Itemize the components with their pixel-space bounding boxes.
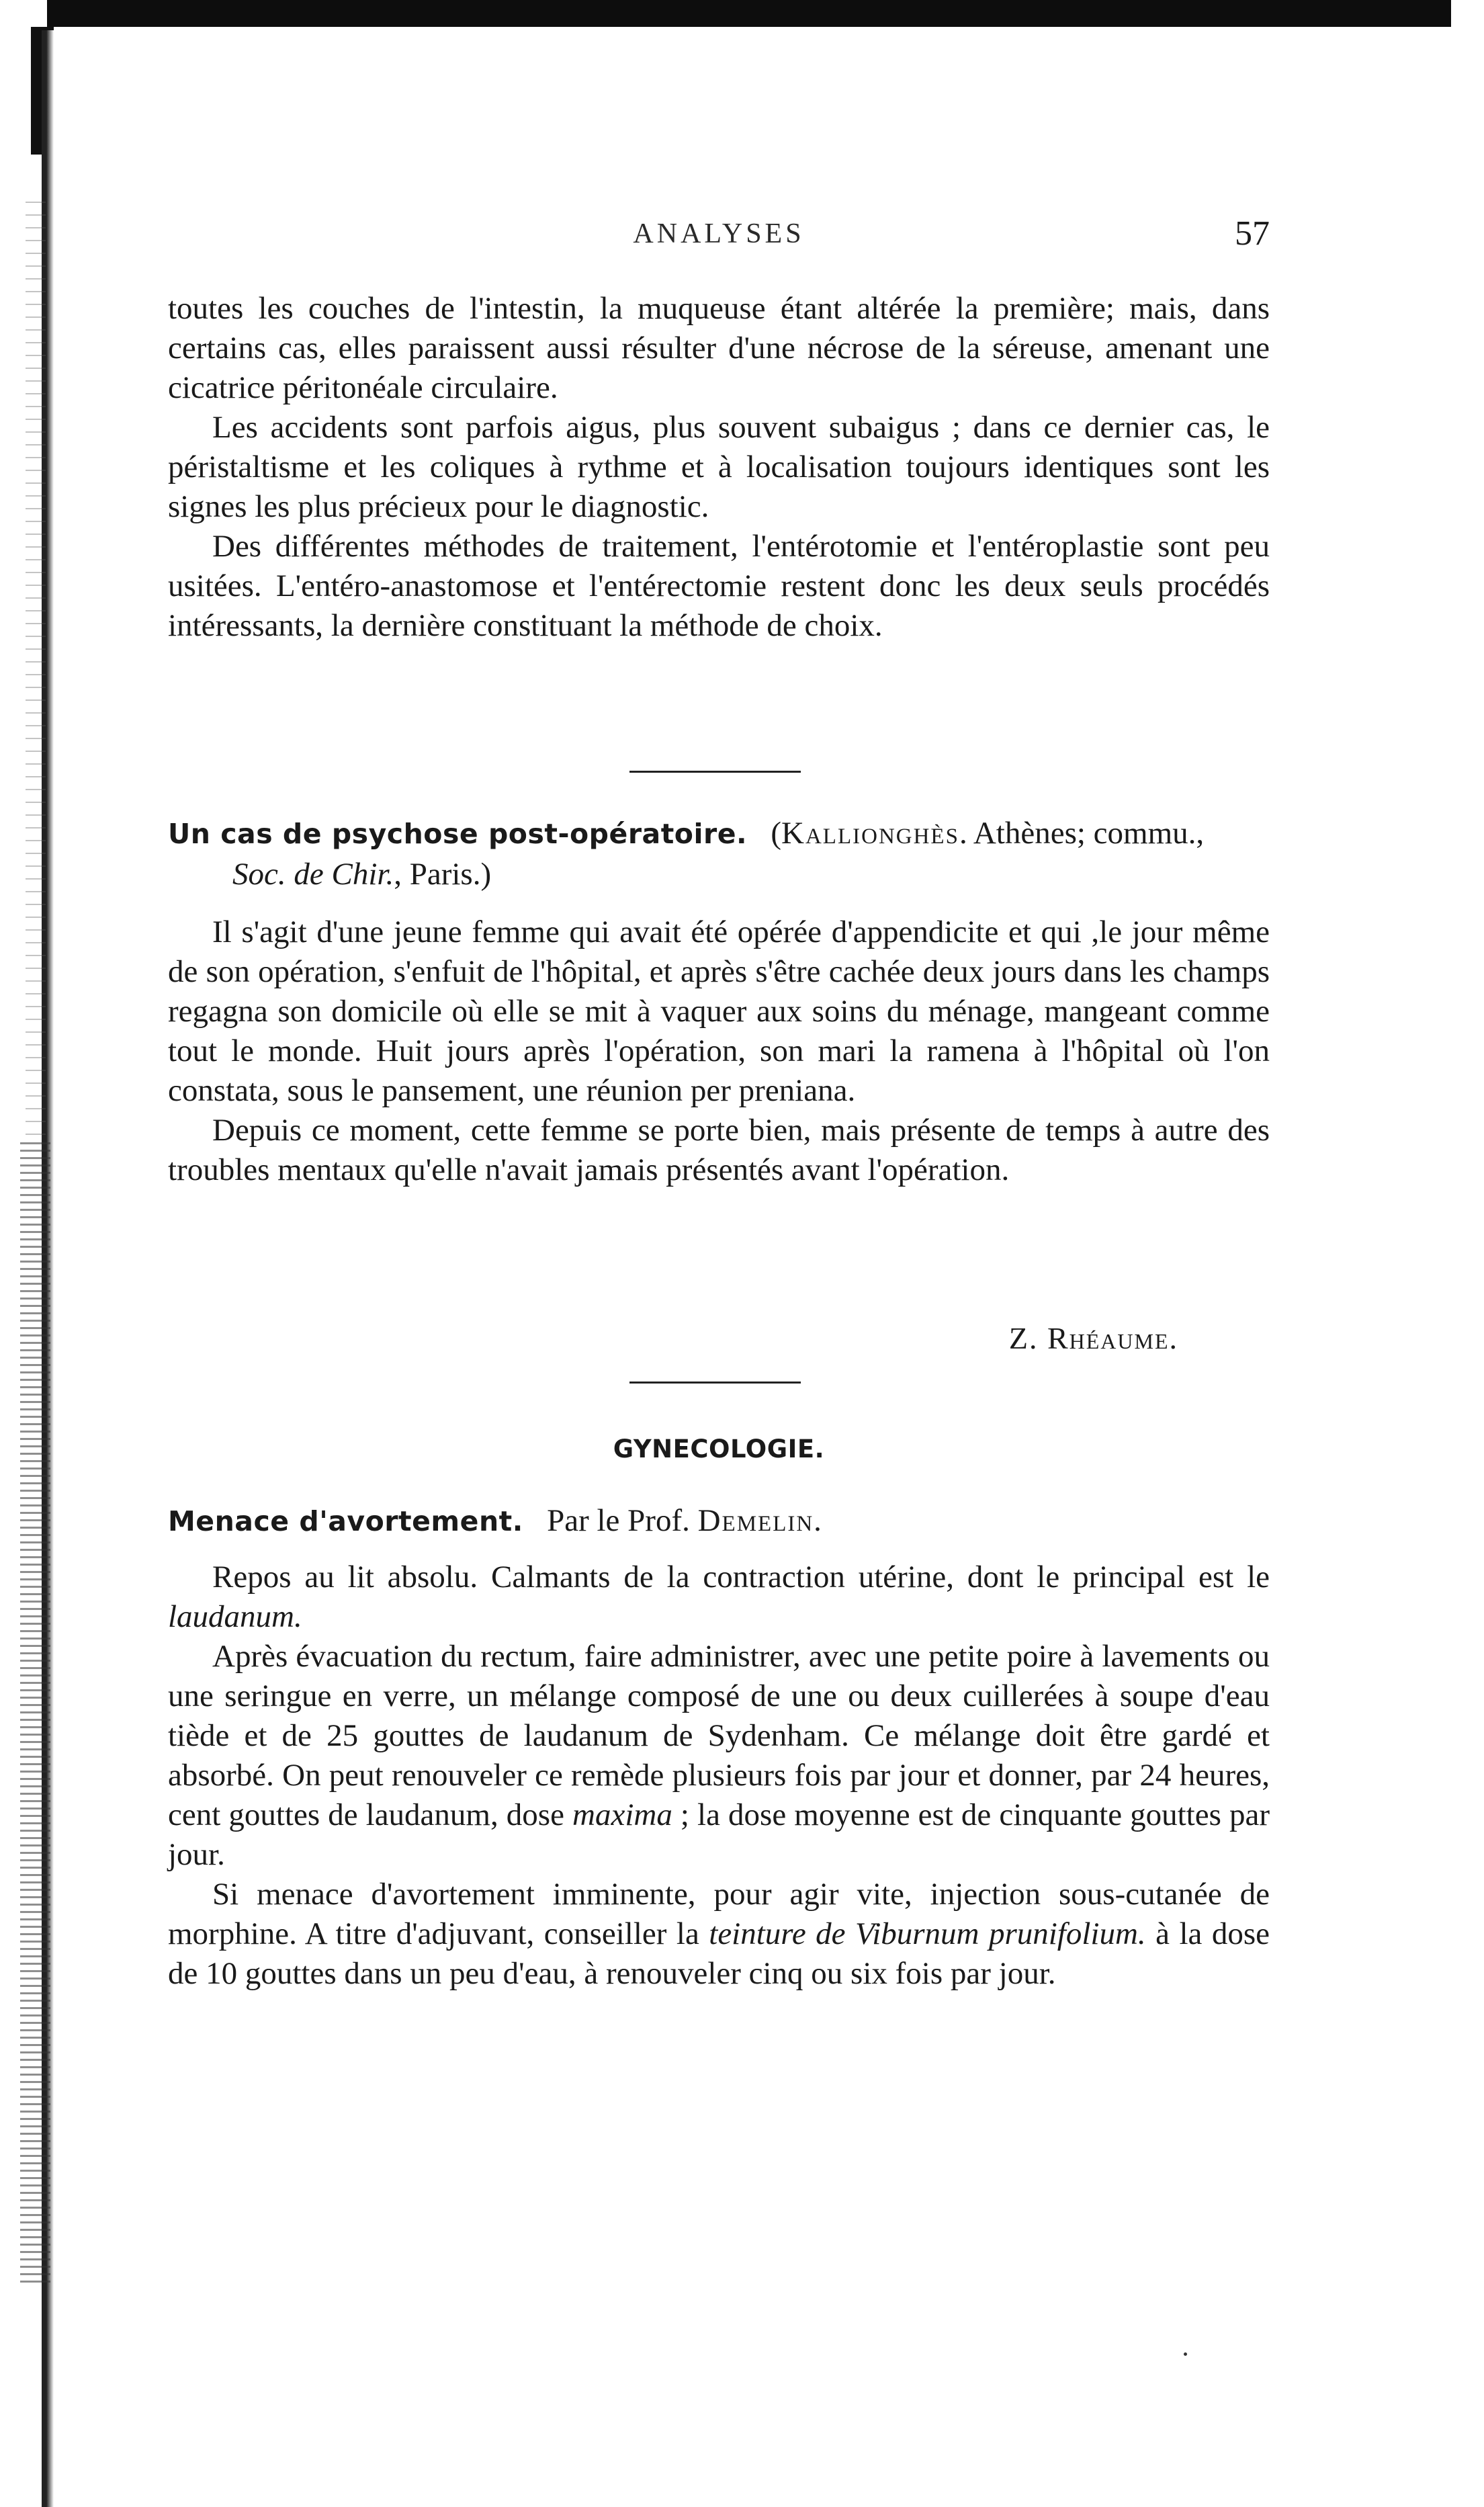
article-body xyxy=(168,1558,1270,1994)
paragraph: Des différentes méthodes de traitement, l'entérotomie et l'entéroplastie sont peu usitées. L'entéro-anastomose et l'entérectomie restent donc les deux seuls procédés intéressants, la dernière constituant la méthode de choix. xyxy=(168,529,1270,643)
text-run: ; la dose moyenne est de cinquante gouttes par jour. xyxy=(168,1797,1270,1872)
scan-noise xyxy=(20,1142,50,2285)
article-heading xyxy=(168,1500,1270,1541)
italic-term: maxima xyxy=(572,1797,672,1832)
text-run: Repos au lit absolu. Calmants de la contraction utérine, dont le principal est le xyxy=(212,1560,1270,1595)
article-heading xyxy=(168,813,1270,894)
article-continuation xyxy=(168,289,1270,646)
running-head xyxy=(168,214,1270,254)
section-divider xyxy=(629,1382,801,1384)
scan-top-edge xyxy=(47,0,1451,27)
paragraph xyxy=(168,1558,1270,1637)
section-divider xyxy=(629,771,801,773)
ref-paren: ( xyxy=(771,816,782,851)
signature: Z. Rhéaume. xyxy=(1008,1321,1178,1355)
page-number: 57 xyxy=(1235,214,1270,253)
article-body xyxy=(168,912,1270,1190)
byline: Par le Prof. xyxy=(547,1503,690,1538)
paragraph xyxy=(168,1637,1270,1875)
paragraph: toutes les couches de l'intestin, la muqueuse étant altérée la première; mais, dans certains cas, elles paraissent aussi résulter d'une nécrose de la séreuse, amenant une cicatrice péritonéale circulaire. xyxy=(168,291,1270,405)
running-title: ANALYSES xyxy=(633,218,805,249)
article-title: Menace d'avortement. xyxy=(168,1505,523,1537)
section-title: GYNECOLOGIE. xyxy=(613,1435,825,1463)
scan-dot xyxy=(1184,2352,1187,2356)
ref-end: , Paris.) xyxy=(394,857,492,892)
article-author: Demelin. xyxy=(697,1503,823,1538)
ref-line xyxy=(168,854,1270,894)
ref-city: . Athènes; commu., xyxy=(959,816,1205,851)
paragraph: Il s'agit d'une jeune femme qui avait été opérée d'appendicite et qui ,le jour même de son opération, s'enfuit de l'hôpital, et après s'être cachée deux jours dans les champs regagna son domicile où elle se mit à vaquer aux soins du ménage, mangeant comme tout le monde. Huit jours après l'opération, son mari la ramena à l'hôpital où l'on constata, sous le pansement, une réunion per preniana. xyxy=(168,915,1270,1108)
article-title: Un cas de psychose post-opératoire. xyxy=(168,818,748,850)
italic-term: teinture de Viburnum prunifolium. xyxy=(709,1916,1146,1951)
text-run: à la dose de 10 gouttes dans un peu d'eau, à renouveler cinq ou six fois par jour. xyxy=(168,1916,1270,1991)
text-run: Après évacuation du rectum, faire administrer, avec une petite poire à lavements ou une seringue en verre, un mélange composé de une ou deux cuillerées à soupe d'eau tiède et de 25 gouttes de laudanum de Sydenham. Ce mélange doit être gardé et absorbé. On peut renouveler ce remède plusieurs fois par jour et donner, par 24 heures, cent gouttes de laudanum, dose xyxy=(168,1639,1270,1832)
paragraph xyxy=(168,1875,1270,1994)
article-author: Kallionghès xyxy=(781,816,959,851)
scan-noise xyxy=(26,202,46,1142)
paragraph: Les accidents sont parfois aigus, plus souvent subaigus ; dans ce dernier cas, le péristaltisme et les coliques à rythme et à localisation toujours identiques sont les signes les plus précieux pour le diagnostic. xyxy=(168,410,1270,524)
ref-journal: Soc. de Chir. xyxy=(232,857,394,892)
italic-term: laudanum. xyxy=(168,1599,302,1634)
paragraph: Depuis ce moment, cette femme se porte bien, mais présente de temps à autre des troubles mentaux qu'elle n'avait jamais présentés avant l'opération. xyxy=(168,1113,1270,1187)
text-run: Si menace d'avortement imminente, pour agir vite, injection sous-cutanée de morphine. A titre d'adjuvant, conseiller la xyxy=(168,1877,1270,1951)
